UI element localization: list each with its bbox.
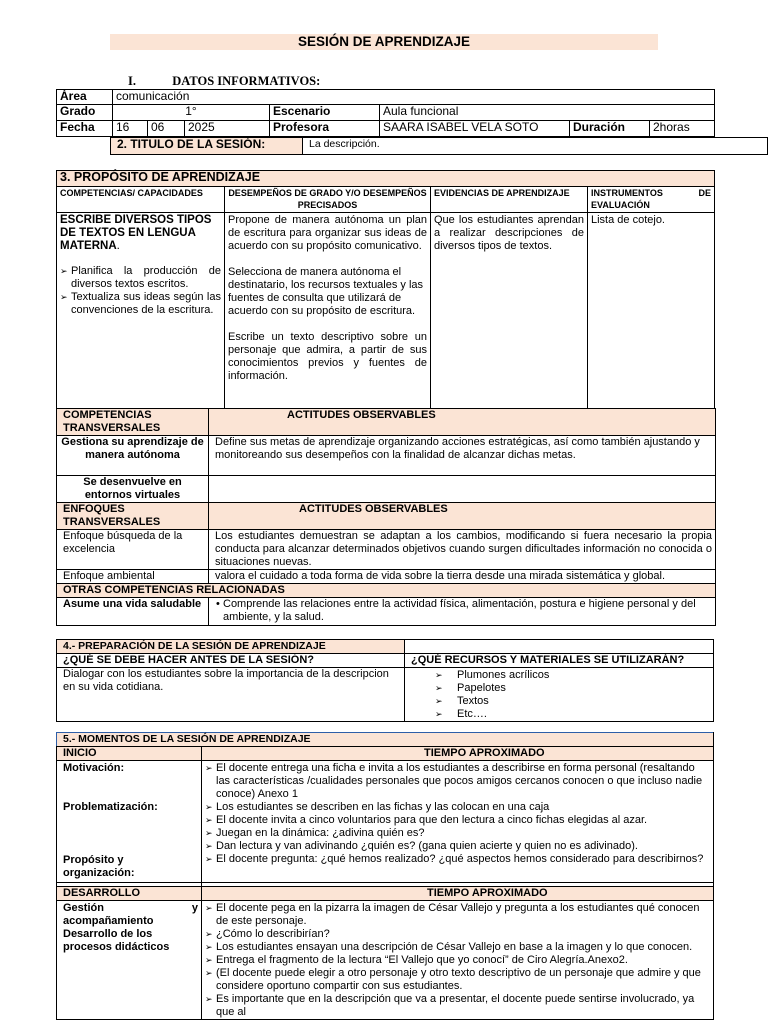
- session-title-label: 2. TITULO DE LA SESIÓN:: [111, 138, 303, 155]
- desarrollo-tiempo-label: TIEMPO APROXIMADO: [202, 887, 714, 901]
- capacidades-list: [60, 265, 221, 317]
- competencias-transversales-label: COMPETENCIAS TRANSVERSALES: [57, 409, 209, 436]
- proposito-table: [56, 170, 715, 409]
- list-item: ➢ Plumones acrílicos: [435, 669, 710, 682]
- excelencia-label: Enfoque búsqueda de la excelencia: [57, 530, 209, 570]
- section1-heading: [128, 74, 320, 89]
- duracion-label: Duración: [570, 121, 650, 137]
- session-title-value: La descripción.: [303, 138, 768, 155]
- col-evidencias: EVIDENCIAS DE APRENDIZAJE: [431, 187, 588, 213]
- gestion-label-a: Gestión: [63, 902, 104, 914]
- desempeno-1: Propone de manera autónoma un plan de escritura para organizar sus ideas de acuerdo con su propósito comunicativo.: [228, 214, 427, 252]
- competencia-title: ESCRIBE DIVERSOS TIPOS DE TEXTOS EN LENGUA MATERNA: [60, 214, 212, 252]
- enfoques-label: ENFOQUES TRANSVERSALES: [57, 503, 209, 530]
- page-title-text: SESIÓN DE APRENDIZAJE: [297, 34, 471, 49]
- grado-label: Grado: [57, 105, 113, 121]
- antes-question: ¿QUÉ SE DEBE HACER ANTES DE LA SESIÓN?: [57, 654, 405, 668]
- list-item: ➢ El docente invita a cinco voluntarios para que den lectura a cinco fichas elegidas al azar.: [205, 814, 710, 827]
- list-item: ➢ El docente pregunta: ¿qué hemos realizado? ¿qué aspectos hemos considerado para describirnos?: [205, 853, 710, 866]
- motivacion-label: Motivación:: [63, 762, 125, 774]
- col-desempenos: DESEMPEÑOS DE GRADO Y/O DESEMPEÑOS PRECISADOS: [225, 187, 431, 213]
- instrumento-cell: Lista de cotejo.: [588, 213, 715, 409]
- list-item: ➢ Textualiza sus ideas según las convenciones de la escritura.: [60, 291, 221, 317]
- preparacion-heading-empty: [405, 640, 714, 654]
- fecha-label: Fecha: [57, 121, 113, 137]
- ambiental-label: Enfoque ambiental: [57, 570, 209, 584]
- inicio-tiempo-label: TIEMPO APROXIMADO: [202, 747, 714, 761]
- list-item: ➢ Los estudiantes ensayan una descripción de César Vallejo en base a la imagen y lo que conocen.: [205, 941, 710, 954]
- procesos-label: Desarrollo de los procesos didácticos: [63, 928, 170, 953]
- desempenos-cell: [225, 213, 431, 409]
- otras-competencias-label: OTRAS COMPETENCIAS RELACIONADAS: [57, 584, 716, 598]
- fecha-month: 06: [148, 121, 185, 137]
- gestiona-text: Define sus metas de aprendizaje organizando acciones estratégicas, así como también ajustando y monitoreando sus desempeños con la finalidad de alcanzar dichas metas.: [209, 436, 716, 476]
- area-label: Área: [57, 90, 113, 105]
- inicio-label: INICIO: [57, 747, 202, 761]
- session-title-table: [110, 137, 768, 155]
- proposito-label: Propósito y organización:: [63, 854, 135, 879]
- list-item: ➢ Etc….: [435, 708, 710, 721]
- section1-numeral: I.: [128, 74, 136, 88]
- recursos-question: ¿QUÉ RECURSOS Y MATERIALES SE UTILIZARÁN?: [405, 654, 714, 668]
- list-item: ➢ Entrega el fragmento de la lectura “El Vallejo que yo conocí” de Ciro Alegría.Anexo2.: [205, 954, 710, 967]
- momentos-table: [56, 732, 714, 1020]
- inicio-labels-cell: [57, 761, 202, 883]
- momentos-heading: 5.- MOMENTOS DE LA SESIÓN DE APRENDIZAJE: [57, 733, 714, 747]
- antes-text: Dialogar con los estudiantes sobre la importancia de la descripcion en su vida cotidiana.: [57, 668, 405, 722]
- list-item: ➢ Papelotes: [435, 682, 710, 695]
- ambiental-text: valora el cuidado a toda forma de vida sobre la tierra desde una mirada sistemática y global.: [209, 570, 716, 584]
- inicio-list: [205, 761, 710, 866]
- list-item: ➢ Planifica la producción de diversos textos escritos.: [60, 265, 221, 291]
- col-instrumentos: INSTRUMENTOS DE EVALUACIÓN: [588, 187, 715, 213]
- competencias-cell: [57, 213, 225, 409]
- enfoques-actitudes-label: ACTITUDES OBSERVABLES: [209, 503, 716, 530]
- desarrollo-labels-cell: [57, 901, 202, 1020]
- list-item: ➢ ¿Cómo lo describirían?: [205, 928, 710, 941]
- desarrollo-items-cell: [202, 901, 714, 1020]
- col-competencias: COMPETENCIAS/ CAPACIDADES: [57, 187, 225, 213]
- preparacion-table: [56, 639, 714, 722]
- grado-value: 1°: [113, 105, 270, 121]
- list-item: ➢ Juegan en la dinámica: ¿adivina quién es?: [205, 827, 710, 840]
- escenario-label: Escenario: [270, 105, 380, 121]
- gestion-label: [63, 901, 198, 915]
- proposito-heading: 3. PROPÓSITO DE APRENDIZAJE: [57, 171, 715, 187]
- profesora-value: SAARA ISABEL VELA SOTO: [380, 121, 570, 137]
- actitudes-label: ACTITUDES OBSERVABLES: [209, 409, 716, 436]
- gestiona-label: Gestiona su aprendizaje de manera autónoma: [57, 436, 209, 476]
- fecha-year: 2025: [185, 121, 270, 137]
- competencia-period: .: [116, 240, 120, 252]
- fecha-day: 16: [113, 121, 148, 137]
- desempeno-2: Selecciona de manera autónoma el destinatario, los recursos textuales y las fuentes de consulta que utilizará de acuerdo con su propósito de escritura.: [228, 266, 424, 317]
- acompanamiento-label: acompañamiento: [63, 915, 154, 927]
- entornos-virtuales-text: [209, 476, 716, 503]
- area-value: comunicación: [113, 90, 715, 105]
- transversales-table: [56, 408, 716, 626]
- inicio-items-cell: [202, 761, 714, 883]
- desarrollo-list: [205, 901, 710, 1019]
- duracion-value: 2horas: [650, 121, 715, 137]
- vida-saludable-label: Asume una vida saludable: [57, 598, 209, 626]
- excelencia-text: Los estudiantes demuestran se adaptan a los cambios, modificando si fuera necesario la propia conducta para alcanzar determinados objetivos cuando surgen dificultades información no conocida o situaciones nuevas.: [209, 530, 716, 570]
- evidencia-cell: Que los estudiantes aprendan a realizar descripciones de diversos tipos de textos.: [431, 213, 588, 409]
- recursos-cell: [405, 668, 714, 722]
- datos-informativos-table: [56, 89, 715, 137]
- list-item: ➢ Es importante que en la descripción que va a presentar, el docente puede sentirse involucrado, ya que al: [205, 993, 710, 1019]
- page-title: [110, 34, 658, 50]
- desarrollo-label: DESARROLLO: [57, 887, 202, 901]
- list-item: ➢ (El docente puede elegir a otro personaje y otro texto descriptivo de un personaje que admire y que considere oportuno compartir con sus estudiantes.: [205, 967, 710, 993]
- list-item: ➢ Textos: [435, 695, 710, 708]
- list-item: ➢ Dan lectura y van adivinando ¿quién es? (gana quien acierte y quien no es adivinado).: [205, 840, 710, 853]
- preparacion-heading: 4.- PREPARACIÓN DE LA SESIÓN DE APRENDIZAJE: [57, 640, 405, 654]
- gestion-label-b: y: [191, 902, 198, 914]
- problematizacion-label: Problematización:: [63, 801, 158, 813]
- list-item: ➢ El docente pega en la pizarra la imagen de César Vallejo y pregunta a los estudiantes qué conocen de este personaje.: [205, 902, 710, 928]
- desempeno-3: Escribe un texto descriptivo sobre un personaje que admira, a partir de sus conocimientos previos y fuentes de información.: [228, 331, 427, 382]
- profesora-label: Profesora: [270, 121, 380, 137]
- section1-title: DATOS INFORMATIVOS:: [172, 74, 321, 88]
- vida-saludable-text: • Comprende las relaciones entre la actividad física, alimentación, postura e higiene personal y del ambiente, y la salud.: [215, 598, 712, 624]
- escenario-value: Aula funcional: [380, 105, 715, 121]
- entornos-virtuales-label: Se desenvuelve en entornos virtuales: [57, 476, 209, 503]
- list-item: ➢ Los estudiantes se describen en las fichas y las colocan en una caja: [205, 801, 710, 814]
- vida-saludable-cell: [209, 598, 716, 626]
- list-item: ➢ El docente entrega una ficha e invita a los estudiantes a describirse en forma personal (resaltando las características /cualidades personales que pocos amigos cercanos conocen o que incluso nadie conoce) Anexo 1: [205, 762, 710, 801]
- recursos-list: [435, 668, 710, 721]
